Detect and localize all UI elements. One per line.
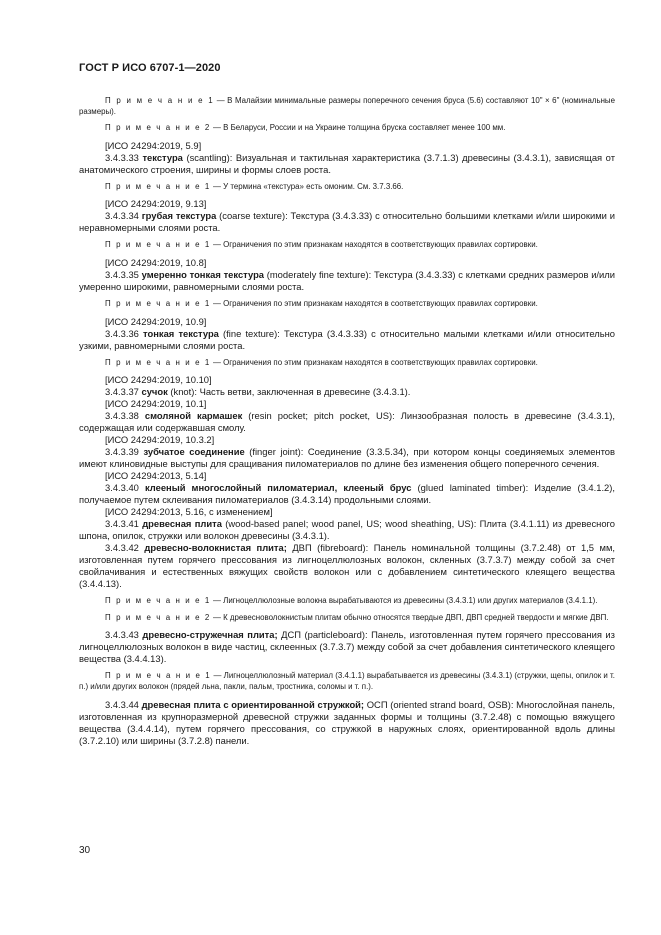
note-label: П р и м е ч а н и е 1	[105, 596, 211, 606]
term-number: 3.4.3.36	[105, 327, 144, 339]
note-paragraph	[79, 123, 615, 134]
term-title: смоляной кармашек	[144, 410, 243, 422]
standard-header: ГОСТ Р ИСО 6707-1—2020	[79, 62, 221, 74]
note-label: П р и м е ч а н и е 1	[105, 671, 212, 681]
term-definition: (knot): Часть ветви, заключенная в древесине (3.4.3.1).	[167, 386, 411, 398]
term-title: древесно-волокнистая плита;	[144, 542, 287, 554]
note-text: — Лигноцеллюлозный материал (3.4.1.1) вырабатывается из древесины (3.4.3.1) (стружки, щепы, опилок и т. п.) и/или других волокон (прядей льна, пакли, пальм, тростника, соломы и т. п.).	[79, 671, 615, 691]
source-reference: [ИСО 24294:2019, 10.1]	[105, 398, 207, 410]
term-title: зубчатое соединение	[143, 446, 245, 458]
term-entry	[79, 328, 615, 352]
term-entry	[79, 542, 615, 590]
term-number: 3.4.3.43	[105, 629, 143, 641]
note-paragraph	[79, 613, 615, 624]
note-paragraph	[79, 182, 615, 193]
note-text: — Ограничения по этим признакам находятся в соответствующих правилах сортировки.	[210, 298, 538, 308]
source-reference: [ИСО 24294:2019, 9.13]	[105, 198, 207, 210]
term-entry	[79, 410, 615, 434]
source-reference: [ИСО 24294:2019, 5.9]	[105, 139, 202, 151]
term-title: древесно-стружечная плита;	[142, 629, 278, 641]
document-body	[79, 90, 615, 747]
term-entry	[79, 210, 615, 234]
source-reference: [ИСО 24294:2019, 10.3.2]	[105, 434, 215, 446]
note-text: — В Беларуси, России и на Украине толщина бруска составляет менее 100 мм.	[210, 123, 506, 133]
source-reference: [ИСО 24294:2013, 5.14]	[105, 470, 207, 482]
term-number: 3.4.3.41	[105, 518, 143, 530]
term-number: 3.4.3.35	[105, 268, 142, 280]
note-label: П р и м е ч а н и е 2	[105, 612, 211, 622]
source-reference: [ИСО 24294:2019, 10.10]	[105, 374, 212, 386]
term-number: 3.4.3.37	[105, 386, 142, 398]
note-text: — У термина «текстура» есть омоним. См. 3.7.3.66.	[210, 181, 404, 191]
term-number: 3.4.3.38	[105, 410, 145, 422]
term-entry	[79, 269, 615, 293]
term-number: 3.4.3.40	[105, 482, 145, 494]
term-definition: (wood-based panel; wood panel, US; wood sheathing, US): Плита (3.4.1.11) из древесного шпона, опилок, стружки или волокон древесины (3.4.3.1).	[79, 518, 615, 542]
term-definition: (coarse texture): Текстура (3.4.3.33) с относительно большими клетками и/или широкими и неравномерными слоями роста.	[79, 210, 615, 234]
note-text: — К древесноволокнистым плитам обычно относятся твердые ДВП, ДВП средней твердости и мягкие ДВП.	[210, 612, 609, 622]
term-title: древесная плита с ориентированной стружкой;	[141, 698, 365, 710]
term-definition: (moderately fine texture): Текстура (3.4.3.33) с клетками средних размеров и/или умеренно широкими, равномерными слоями роста.	[79, 268, 615, 292]
note-label: П р и м е ч а н и е 1	[105, 96, 215, 105]
note-paragraph	[79, 240, 615, 251]
term-title: древесная плита	[142, 518, 222, 530]
term-definition: (fine texture): Текстура (3.4.3.33) с относительно малыми клетками и/или относительно узкими, равномерными слоями роста.	[79, 327, 615, 351]
note-label: П р и м е ч а н и е 1	[105, 240, 211, 250]
note-paragraph	[79, 671, 615, 692]
term-entry	[79, 629, 615, 665]
term-definition: (resin pocket; pitch pocket, US): Линзообразная полость в древесине (3.4.3.1), содержащая или содержавшая смолу.	[79, 410, 615, 434]
note-text: — Лигноцеллюлозные волокна вырабатываются из древесины (3.4.3.1) или других материалов (3.4.1.1).	[210, 596, 598, 606]
term-entry	[79, 152, 615, 176]
source-reference: [ИСО 24294:2019, 10.9]	[105, 315, 207, 327]
note-paragraph	[79, 299, 615, 310]
term-definition: (finger joint): Соединение (3.3.5.34), при котором концы соединяемых элементов имеют клиновидные выступы для сращивания пиломатериалов по длине без изменения общего поперечного сечения.	[79, 446, 615, 470]
term-entry	[79, 699, 615, 747]
term-title: сучок	[141, 386, 168, 398]
term-definition: ОСП (oriented strand board, OSB): Многослойная панель, изготовленная из крупноразмерной древесной стружки заданных формы и толщины (3.7.2.48) с помощью вяжущего вещества (3.4.4.14), путем горячего прессования, со стружкой в наружных слоях, ориентированной вдоль длины (3.7.2.10) или ширины (3.7.2.8) панели.	[79, 698, 615, 746]
term-title: клееный многослойный пиломатериал, клееный брус	[144, 482, 412, 494]
term-number: 3.4.3.42	[105, 542, 145, 554]
note-label: П р и м е ч а н и е 1	[105, 298, 211, 308]
term-number: 3.4.3.34	[105, 210, 142, 222]
term-number: 3.4.3.44	[105, 698, 142, 710]
note-text: — Ограничения по этим признакам находятся в соответствующих правилах сортировки.	[210, 240, 538, 250]
term-number: 3.4.3.33	[105, 151, 143, 163]
term-title: тонкая текстура	[143, 327, 219, 339]
term-entry	[79, 386, 615, 398]
note-label: П р и м е ч а н и е 2	[105, 123, 211, 133]
term-entry	[79, 518, 615, 542]
term-definition: ДВП (fibreboard): Панель номинальной толщины (3.7.2.48) от 1,5 мм, изготовленная путем горячего прессования из лигноцеллюлозных волокон, скленных (3.7.3.7) между собой за счет свойлачивания и естественных вяжущих свойств волокон или с добавлением синтетического клеящего вещества (3.4.4.13).	[79, 542, 616, 590]
note-label: П р и м е ч а н и е 1	[105, 357, 211, 367]
term-definition: (glued laminated timber): Изделие (3.4.1.2), получаемое путем склеивания пиломатериалов (3.4.3.14) продольными слоями.	[79, 482, 615, 506]
term-entry	[79, 482, 615, 506]
source-reference: [ИСО 24294:2019, 10.8]	[105, 256, 207, 268]
note-text: — Ограничения по этим признакам находятся в соответствующих правилах сортировки.	[210, 357, 538, 367]
term-title: умеренно тонкая текстура	[141, 268, 265, 280]
term-title: грубая текстура	[141, 210, 217, 222]
term-entry	[79, 446, 615, 470]
note-label: П р и м е ч а н и е 1	[105, 181, 211, 191]
term-definition: (scantling): Визуальная и тактильная характеристика (3.7.1.3) древесины (3.4.3.1), зависящая от анатомического строения, ширины и формы слоев роста.	[79, 151, 615, 175]
note-paragraph	[79, 596, 615, 607]
note-text: — В Малайзии минимальные размеры поперечного сечения бруса (5.6) составляют 10" × 6" (номинальные размеры).	[79, 96, 615, 116]
note-paragraph	[79, 96, 615, 117]
page-number: 30	[79, 845, 91, 856]
term-title: текстура	[142, 151, 183, 163]
term-number: 3.4.3.39	[105, 446, 144, 458]
source-reference: [ИСО 24294:2013, 5.16, с изменением]	[105, 506, 273, 518]
term-definition: ДСП (particleboard): Панель, изготовленная путем горячего прессования из лигноцеллюлозных волокон в виде частиц, склеенных (3.7.3.7) между собой за счет добавления синтетического клеящего вещества (3.4.4.13).	[79, 629, 615, 665]
note-paragraph	[79, 358, 615, 369]
